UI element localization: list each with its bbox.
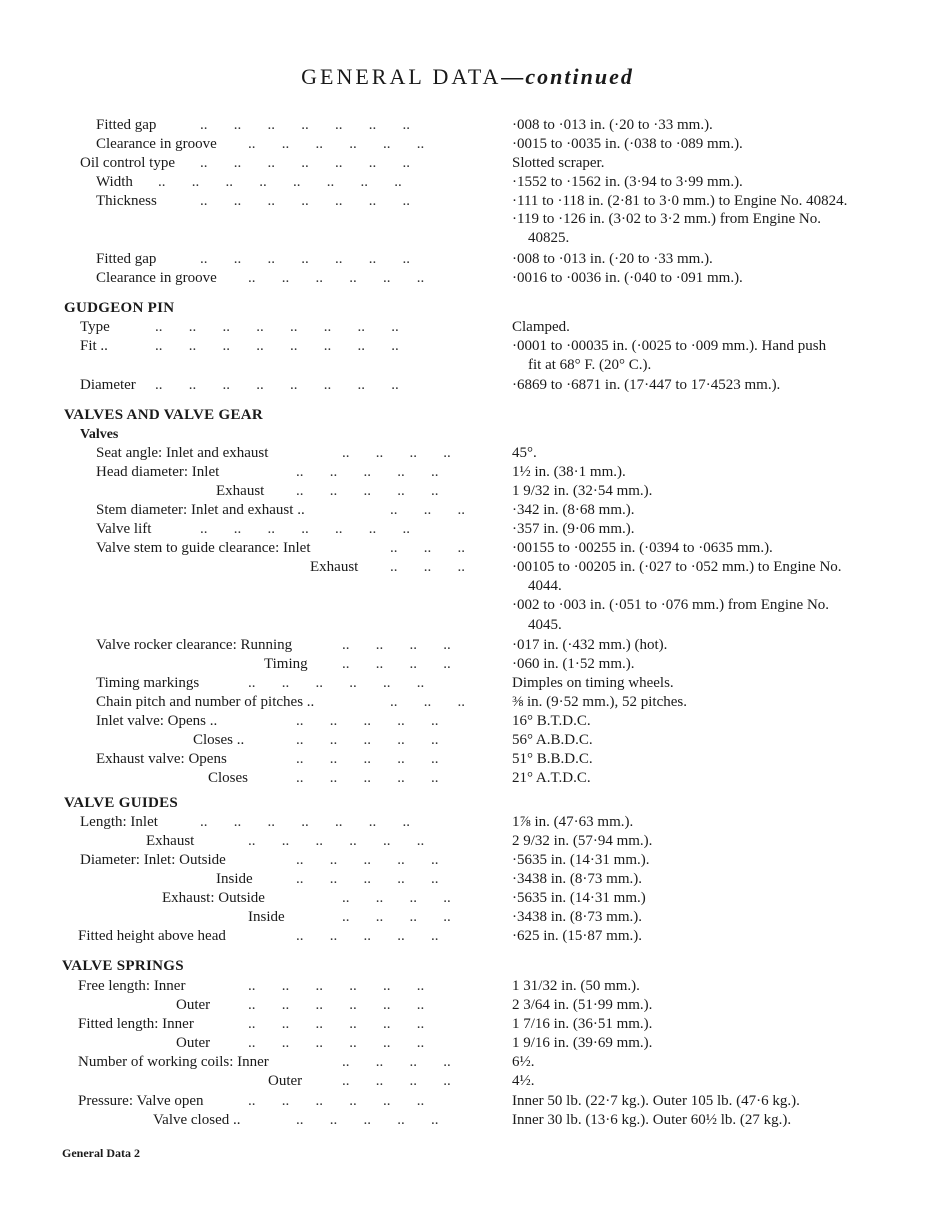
spec-value: ·625 in. (15·87 mm.).	[512, 928, 642, 944]
spec-label: Type	[80, 319, 110, 335]
dot-leader: .. .. ..	[390, 540, 465, 556]
spec-value: ·0015 to ·0035 in. (·038 to ·089 mm.).	[512, 136, 743, 152]
spec-value: ·0016 to ·0036 in. (·040 to ·091 mm.).	[512, 270, 743, 286]
title-continued: —continued	[501, 64, 634, 89]
dot-leader: .. .. .. .. .. .. ..	[200, 521, 410, 537]
subsection-heading: Valves	[80, 427, 119, 442]
spec-value: 56° A.B.D.C.	[512, 732, 593, 748]
spec-value: 40825.	[528, 230, 570, 246]
spec-label: Exhaust	[310, 559, 359, 575]
dot-leader: .. .. .. .. ..	[296, 852, 439, 868]
dot-leader: .. .. .. .. .. ..	[248, 270, 425, 286]
spec-label: Fitted gap	[96, 117, 157, 133]
spec-value: Clamped.	[512, 319, 570, 335]
spec-value: ·6869 to ·6871 in. (17·447 to 17·4523 mm.).	[512, 377, 781, 393]
dot-leader: .. .. .. .. .. .. ..	[200, 814, 410, 830]
spec-value: ·002 to ·003 in. (·051 to ·076 mm.) from Engine No.	[512, 597, 830, 613]
spec-value: Dimples on timing wheels.	[512, 675, 674, 691]
spec-label: Fit ..	[80, 338, 108, 354]
spec-label: Inside	[216, 871, 253, 887]
dot-leader: .. .. .. .. ..	[296, 713, 439, 729]
spec-label: Diameter: Inlet: Outside	[80, 852, 226, 868]
dot-leader: .. .. .. .. ..	[296, 483, 439, 499]
spec-label: Clearance in groove	[96, 136, 217, 152]
dot-leader: .. .. ..	[390, 694, 465, 710]
dot-leader: .. .. .. .. .. .. ..	[200, 117, 410, 133]
section-heading: VALVES AND VALVE GEAR	[64, 407, 264, 423]
spec-value: fit at 68° F. (20° C.).	[528, 357, 652, 373]
dot-leader: .. .. .. ..	[342, 1073, 451, 1089]
dot-leader: .. .. ..	[390, 502, 465, 518]
dot-leader: .. .. .. ..	[342, 890, 451, 906]
spec-value: ·119 to ·126 in. (3·02 to 3·2 mm.) from Engine No.	[512, 211, 821, 227]
dot-leader: .. .. .. ..	[342, 445, 451, 461]
spec-value: 45°.	[512, 445, 537, 461]
dot-leader: .. .. .. .. ..	[296, 871, 439, 887]
spec-value: 51° B.B.D.C.	[512, 751, 593, 767]
dot-leader: .. .. .. .. ..	[296, 1112, 439, 1128]
spec-value: ·342 in. (8·68 mm.).	[512, 502, 635, 518]
dot-leader: .. .. .. .. .. .. .. ..	[155, 338, 399, 354]
dot-leader: .. .. .. .. .. ..	[248, 997, 425, 1013]
section-heading: VALVE GUIDES	[64, 795, 179, 811]
spec-value: 4044.	[528, 578, 562, 594]
spec-label: Oil control type	[80, 155, 175, 171]
spec-label: Closes	[208, 770, 249, 786]
spec-label: Clearance in groove	[96, 270, 217, 286]
section-heading: GUDGEON PIN	[64, 300, 175, 316]
dot-leader: .. .. ..	[390, 559, 465, 575]
dot-leader: .. .. .. .. ..	[296, 770, 439, 786]
dot-leader: .. .. .. .. .. ..	[248, 136, 425, 152]
section-heading: VALVE SPRINGS	[62, 958, 184, 974]
spec-label: Closes ..	[193, 732, 245, 748]
spec-value: ·008 to ·013 in. (·20 to ·33 mm.).	[512, 251, 713, 267]
spec-value: Inner 50 lb. (22·7 kg.). Outer 105 lb. (47·6 kg.).	[512, 1093, 800, 1109]
spec-value: ·5635 in. (14·31 mm.).	[512, 852, 650, 868]
spec-value: 16° B.T.D.C.	[512, 713, 591, 729]
spec-value: Slotted scraper.	[512, 155, 605, 171]
spec-label: Chain pitch and number of pitches ..	[96, 694, 315, 710]
spec-value: ·1552 to ·1562 in. (3·94 to 3·99 mm.).	[512, 174, 743, 190]
spec-label: Seat angle: Inlet and exhaust	[96, 445, 269, 461]
spec-label: Exhaust valve: Opens	[96, 751, 227, 767]
spec-label: Length: Inlet	[80, 814, 158, 830]
spec-label: Exhaust	[216, 483, 265, 499]
spec-value: ·017 in. (·432 mm.) (hot).	[512, 637, 668, 653]
spec-value: 1⅞ in. (47·63 mm.).	[512, 814, 634, 830]
spec-value: 6½.	[512, 1054, 535, 1070]
dot-leader: .. .. .. .. ..	[296, 928, 439, 944]
spec-value: 2 9/32 in. (57·94 mm.).	[512, 833, 653, 849]
spec-value: 1 7/16 in. (36·51 mm.).	[512, 1016, 653, 1032]
dot-leader: .. .. .. .. .. ..	[248, 978, 425, 994]
dot-leader: .. .. .. .. .. .. .. ..	[155, 377, 399, 393]
spec-label: Thickness	[96, 193, 157, 209]
spec-value: 2 3/64 in. (51·99 mm.).	[512, 997, 653, 1013]
spec-label: Exhaust: Outside	[162, 890, 265, 906]
dot-leader: .. .. .. .. .. .. ..	[200, 251, 410, 267]
spec-label: Stem diameter: Inlet and exhaust ..	[96, 502, 305, 518]
dot-leader: .. .. .. .. .. ..	[248, 833, 425, 849]
spec-value: ·00105 to ·00205 in. (·027 to ·052 mm.) to Engine No.	[512, 559, 842, 575]
spec-label: Timing markings	[96, 675, 200, 691]
spec-value: 1 9/32 in. (32·54 mm.).	[512, 483, 653, 499]
spec-value: 1 9/16 in. (39·69 mm.).	[512, 1035, 653, 1051]
dot-leader: .. .. .. .. .. ..	[248, 1093, 425, 1109]
spec-value: 4½.	[512, 1073, 535, 1089]
spec-value: ·060 in. (1·52 mm.).	[512, 656, 635, 672]
spec-value: Inner 30 lb. (13·6 kg.). Outer 60½ lb. (27 kg.).	[512, 1112, 792, 1128]
dot-leader: .. .. .. .. .. ..	[248, 1035, 425, 1051]
spec-label: Exhaust	[146, 833, 195, 849]
spec-label: Fitted height above head	[78, 928, 226, 944]
spec-label: Valve stem to guide clearance: Inlet	[96, 540, 311, 556]
spec-label: Pressure: Valve open	[78, 1093, 204, 1109]
spec-label: Width	[96, 174, 133, 190]
spec-label: Fitted gap	[96, 251, 157, 267]
spec-value: ·00155 to ·00255 in. (·0394 to ·0635 mm.).	[512, 540, 773, 556]
spec-label: Head diameter: Inlet	[96, 464, 220, 480]
dot-leader: .. .. .. .. ..	[296, 732, 439, 748]
spec-value: 1 31/32 in. (50 mm.).	[512, 978, 640, 994]
dot-leader: .. .. .. ..	[342, 1054, 451, 1070]
spec-label: Valve closed ..	[153, 1112, 241, 1128]
spec-label: Outer	[176, 997, 211, 1013]
spec-label: Valve lift	[96, 521, 152, 537]
dot-leader: .. .. .. ..	[342, 656, 451, 672]
spec-value: ·3438 in. (8·73 mm.).	[512, 871, 642, 887]
spec-value: ·3438 in. (8·73 mm.).	[512, 909, 642, 925]
spec-value: 21° A.T.D.C.	[512, 770, 591, 786]
dot-leader: .. .. .. .. .. .. ..	[200, 155, 410, 171]
spec-value: ·0001 to ·00035 in. (·0025 to ·009 mm.). Hand push	[512, 338, 827, 354]
spec-value: ·5635 in. (14·31 mm.)	[512, 890, 646, 906]
spec-value: 1½ in. (38·1 mm.).	[512, 464, 626, 480]
dot-leader: .. .. .. ..	[342, 909, 451, 925]
dot-leader: .. .. .. .. .. .. .. ..	[155, 319, 399, 335]
spec-value: ·111 to ·118 in. (2·81 to 3·0 mm.) to Engine No. 40824.	[512, 193, 848, 209]
title-main: GENERAL DATA	[301, 64, 502, 89]
spec-label: Diameter	[80, 377, 136, 393]
dot-leader: .. .. .. .. .. ..	[248, 675, 425, 691]
page-footer: General Data 2	[62, 1146, 140, 1160]
dot-leader: .. .. .. .. .. .. ..	[200, 193, 410, 209]
dot-leader: .. .. .. ..	[342, 637, 451, 653]
spec-value: ·008 to ·013 in. (·20 to ·33 mm.).	[512, 117, 713, 133]
spec-label: Timing	[264, 656, 308, 672]
spec-label: Valve rocker clearance: Running	[96, 637, 293, 653]
spec-label: Number of working coils: Inner	[78, 1054, 269, 1070]
spec-label: Free length: Inner	[78, 978, 186, 994]
spec-value: ⅜ in. (9·52 mm.), 52 pitches.	[512, 694, 687, 710]
dot-leader: .. .. .. .. .. .. .. ..	[158, 174, 402, 190]
dot-leader: .. .. .. .. ..	[296, 464, 439, 480]
spec-label: Inside	[248, 909, 285, 925]
spec-label: Outer	[176, 1035, 211, 1051]
spec-value: ·357 in. (9·06 mm.).	[512, 521, 635, 537]
spec-label: Outer	[268, 1073, 303, 1089]
spec-value: 4045.	[528, 617, 562, 633]
dot-leader: .. .. .. .. .. ..	[248, 1016, 425, 1032]
dot-leader: .. .. .. .. ..	[296, 751, 439, 767]
spec-label: Inlet valve: Opens ..	[96, 713, 218, 729]
spec-label: Fitted length: Inner	[78, 1016, 194, 1032]
